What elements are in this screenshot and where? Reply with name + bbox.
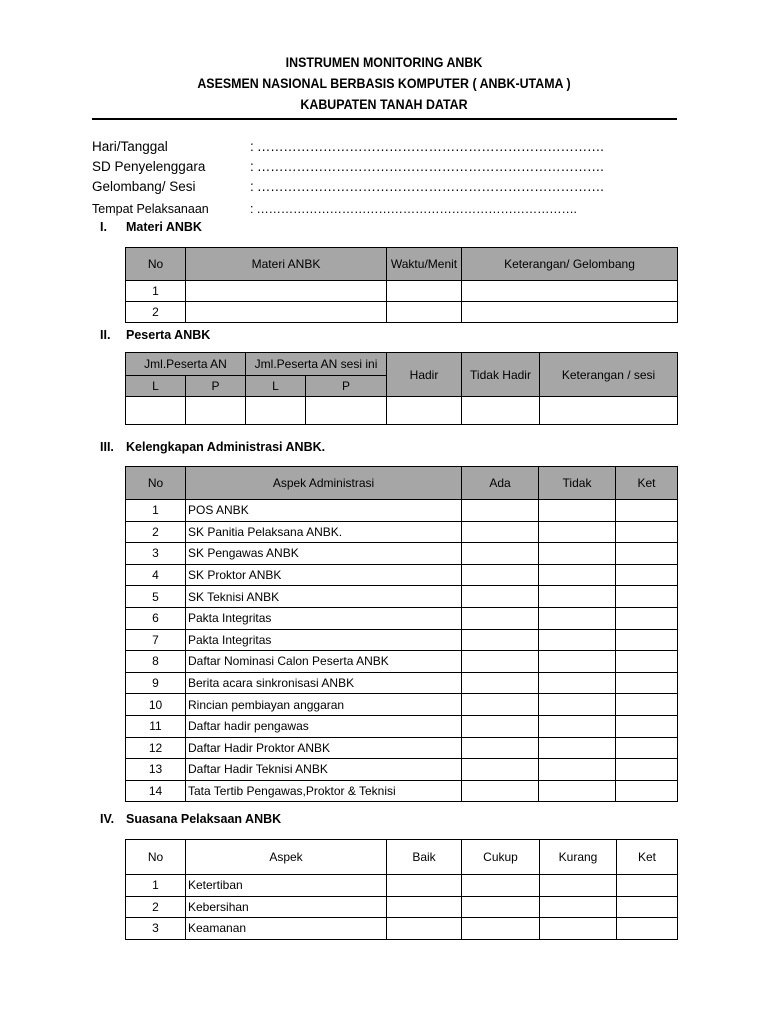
cell-ada[interactable] (462, 607, 539, 629)
cell-baik[interactable] (387, 875, 462, 897)
cell-ada[interactable] (462, 759, 539, 781)
cell-tidak[interactable] (539, 780, 616, 802)
table-row (126, 759, 678, 781)
col-header: Waktu/Menit (387, 248, 462, 281)
row-number: 13 (126, 759, 186, 781)
section-3-heading (100, 440, 325, 454)
cell-aspek: Daftar Hadir Proktor ANBK (186, 737, 462, 759)
row-number: 2 (126, 896, 186, 918)
cell-tidak[interactable] (539, 500, 616, 522)
section-number: I. (100, 220, 107, 234)
table-row (126, 715, 678, 737)
table-row (126, 397, 678, 425)
table-row (126, 780, 678, 802)
section-title: Suasana Pelaksaan ANBK (126, 812, 282, 826)
row-number: 12 (126, 737, 186, 759)
cell-tidak[interactable] (539, 521, 616, 543)
col-header-keterangan: Keterangan / sesi (540, 353, 678, 397)
cell-tidak[interactable] (539, 737, 616, 759)
info-label: SD Penyelenggara (92, 159, 206, 174)
col-header: Keterangan/ Gelombang (462, 248, 678, 281)
cell-ket[interactable] (616, 586, 678, 608)
col-header-p: P (186, 376, 246, 397)
cell-ada[interactable] (462, 715, 539, 737)
table-row (126, 918, 678, 940)
table-row (126, 875, 678, 897)
col-header-p: P (306, 376, 387, 397)
col-header: Ket (616, 467, 678, 500)
section-title: Materi ANBK (126, 220, 202, 234)
cell-ada[interactable] (462, 521, 539, 543)
section-2-heading (100, 328, 210, 342)
cell-p[interactable] (306, 397, 387, 425)
cell-ket[interactable] (616, 629, 678, 651)
cell-ket[interactable] (616, 500, 678, 522)
info-value: : ……………………………………………………………………. (250, 202, 577, 216)
cell-ket[interactable] (616, 543, 678, 565)
info-label: Tempat Pelaksanaan (92, 202, 209, 216)
header-divider (92, 118, 677, 120)
cell-aspek: SK Panitia Pelaksana ANBK. (186, 521, 462, 543)
cell-ada[interactable] (462, 737, 539, 759)
cell-tidak[interactable] (539, 715, 616, 737)
cell-hadir[interactable] (387, 397, 462, 425)
cell-tidak[interactable] (539, 694, 616, 716)
cell-aspek: Pakta Integritas (186, 629, 462, 651)
table-row (126, 737, 678, 759)
table-row (126, 896, 678, 918)
cell-ket[interactable] (616, 564, 678, 586)
cell-aspek: Rincian pembiayan anggaran (186, 694, 462, 716)
table-row (126, 672, 678, 694)
section-title: Kelengkapan Administrasi ANBK. (126, 440, 326, 454)
cell-ada[interactable] (462, 629, 539, 651)
cell-waktu[interactable] (387, 281, 462, 302)
cell-ket[interactable] (616, 694, 678, 716)
info-row-place (92, 199, 577, 219)
section-4-heading (100, 812, 281, 826)
info-row-school (92, 157, 604, 177)
cell-tidak[interactable] (539, 607, 616, 629)
cell-cukup[interactable] (462, 896, 540, 918)
cell-keterangan[interactable] (462, 281, 678, 302)
row-number: 9 (126, 672, 186, 694)
cell-ket[interactable] (616, 780, 678, 802)
table-row (126, 302, 678, 323)
section-number: II. (100, 328, 111, 342)
row-number: 1 (126, 500, 186, 522)
cell-ada[interactable] (462, 651, 539, 673)
col-header: Materi ANBK (186, 248, 387, 281)
col-header-l: L (246, 376, 306, 397)
cell-tidak[interactable] (539, 651, 616, 673)
info-value: : ……………………………………………………………………. (250, 139, 604, 154)
col-header-jml: Jml.Peserta AN (126, 353, 246, 376)
col-header: Baik (387, 840, 462, 875)
table-row (126, 500, 678, 522)
table-row (126, 281, 678, 302)
cell-ada[interactable] (462, 543, 539, 565)
col-header: Kurang (540, 840, 617, 875)
cell-cukup[interactable] (462, 918, 540, 940)
row-number: 3 (126, 543, 186, 565)
col-header: No (126, 248, 186, 281)
table-row (126, 564, 678, 586)
col-header: Aspek (186, 840, 387, 875)
table-row (126, 694, 678, 716)
cell-aspek: Daftar hadir pengawas (186, 715, 462, 737)
cell-ada[interactable] (462, 694, 539, 716)
cell-aspek: Kebersihan (186, 896, 387, 918)
cell-aspek: SK Pengawas ANBK (186, 543, 462, 565)
cell-aspek: Daftar Nominasi Calon Peserta ANBK (186, 651, 462, 673)
cell-ket[interactable] (617, 896, 678, 918)
row-number: 4 (126, 564, 186, 586)
cell-aspek: SK Proktor ANBK (186, 564, 462, 586)
cell-baik[interactable] (387, 918, 462, 940)
col-header: No (126, 467, 186, 500)
cell-tidak-hadir[interactable] (462, 397, 540, 425)
col-header-l: L (126, 376, 186, 397)
cell-ket[interactable] (617, 875, 678, 897)
row-number: 7 (126, 629, 186, 651)
col-header-tidak-hadir: Tidak Hadir (462, 353, 540, 397)
cell-keterangan[interactable] (540, 397, 678, 425)
administrasi-table (125, 466, 678, 802)
cell-l[interactable] (246, 397, 306, 425)
cell-aspek: Ketertiban (186, 875, 387, 897)
cell-cukup[interactable] (462, 875, 540, 897)
info-value: : ……………………………………………………………………. (250, 179, 604, 194)
section-number: III. (100, 440, 114, 454)
cell-ket[interactable] (616, 607, 678, 629)
cell-kurang[interactable] (540, 875, 617, 897)
cell-aspek: Pakta Integritas (186, 607, 462, 629)
row-number: 10 (126, 694, 186, 716)
section-title: Peserta ANBK (126, 328, 211, 342)
cell-l[interactable] (126, 397, 186, 425)
cell-aspek: Berita acara sinkronisasi ANBK (186, 672, 462, 694)
cell-ada[interactable] (462, 500, 539, 522)
cell-ada[interactable] (462, 780, 539, 802)
section-number: IV. (100, 812, 115, 826)
title-line-3: KABUPATEN TANAH DATAR (300, 97, 468, 112)
cell-ket[interactable] (616, 672, 678, 694)
row-number: 1 (126, 281, 186, 302)
col-header: Tidak (539, 467, 616, 500)
row-number: 11 (126, 715, 186, 737)
col-header: Ket (617, 840, 678, 875)
table-row (126, 543, 678, 565)
table-row (126, 607, 678, 629)
row-number: 14 (126, 780, 186, 802)
info-row-date (92, 137, 604, 157)
document-header (31, 52, 738, 115)
cell-kurang[interactable] (540, 896, 617, 918)
col-header: Ada (462, 467, 539, 500)
cell-aspek: Tata Tertib Pengawas,Proktor & Teknisi (186, 780, 462, 802)
cell-aspek: SK Teknisi ANBK (186, 586, 462, 608)
cell-tidak[interactable] (539, 543, 616, 565)
row-number: 5 (126, 586, 186, 608)
cell-ket[interactable] (617, 918, 678, 940)
table-row (126, 586, 678, 608)
cell-aspek: Keamanan (186, 918, 387, 940)
table-row (126, 629, 678, 651)
materi-table (125, 247, 678, 323)
row-number: 8 (126, 651, 186, 673)
cell-tidak[interactable] (539, 759, 616, 781)
col-header: Aspek Administrasi (186, 467, 462, 500)
info-label: Gelombang/ Sesi (92, 179, 196, 194)
cell-aspek: Daftar Hadir Teknisi ANBK (186, 759, 462, 781)
cell-tidak[interactable] (539, 672, 616, 694)
col-header-hadir: Hadir (387, 353, 462, 397)
cell-materi[interactable] (186, 302, 387, 323)
row-number: 2 (126, 521, 186, 543)
peserta-table (125, 352, 678, 425)
row-number: 3 (126, 918, 186, 940)
suasana-table (125, 839, 678, 940)
title-line-2: ASESMEN NASIONAL BERBASIS KOMPUTER ( ANBK-UTAMA ) (197, 76, 571, 91)
cell-tidak[interactable] (539, 629, 616, 651)
col-header: No (126, 840, 186, 875)
title-line-1: INSTRUMEN MONITORING ANBK (285, 55, 483, 70)
cell-ket[interactable] (616, 715, 678, 737)
row-number: 6 (126, 607, 186, 629)
cell-ket[interactable] (616, 759, 678, 781)
cell-baik[interactable] (387, 896, 462, 918)
table-row (126, 521, 678, 543)
row-number: 1 (126, 875, 186, 897)
info-value: : ……………………………………………………………………. (250, 159, 604, 174)
info-row-session (92, 177, 604, 197)
cell-ket[interactable] (616, 521, 678, 543)
cell-keterangan[interactable] (462, 302, 678, 323)
info-label: Hari/Tanggal (92, 139, 168, 154)
cell-waktu[interactable] (387, 302, 462, 323)
cell-ada[interactable] (462, 586, 539, 608)
row-number: 2 (126, 302, 186, 323)
cell-ada[interactable] (462, 564, 539, 586)
table-row (126, 651, 678, 673)
col-header-jml-sesi: Jml.Peserta AN sesi ini (246, 353, 387, 376)
section-1-heading (100, 220, 202, 234)
cell-tidak[interactable] (539, 564, 616, 586)
cell-ket[interactable] (616, 737, 678, 759)
cell-p[interactable] (186, 397, 246, 425)
cell-kurang[interactable] (540, 918, 617, 940)
cell-ada[interactable] (462, 672, 539, 694)
cell-materi[interactable] (186, 281, 387, 302)
cell-ket[interactable] (616, 651, 678, 673)
cell-aspek: POS ANBK (186, 500, 462, 522)
col-header: Cukup (462, 840, 540, 875)
cell-tidak[interactable] (539, 586, 616, 608)
